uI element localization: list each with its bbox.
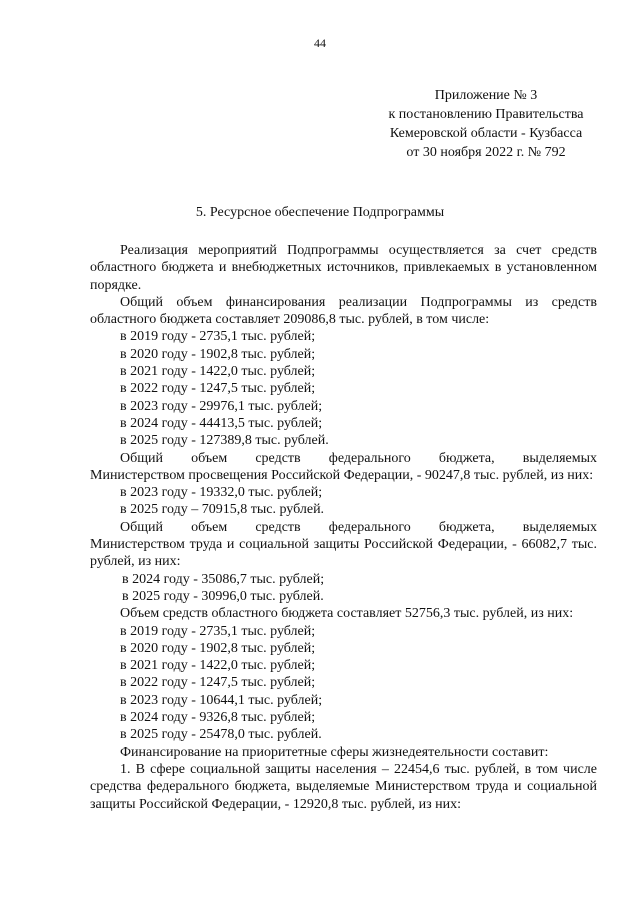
list-item: в 2021 году - 1422,0 тыс. рублей;	[120, 364, 316, 380]
list-item: в 2019 году - 2735,1 тыс. рублей;	[120, 329, 316, 345]
list-item: в 2024 году - 44413,5 тыс. рублей;	[120, 415, 323, 431]
paragraph: Общий объем финансирования реализации Подпрограммы из средств областного бюджета составляет 209086,8 тыс. рублей, в том числе:	[90, 294, 597, 328]
list-item: в 2025 году - 30996,0 тыс. рублей.	[122, 588, 324, 604]
list-item: в 2020 году - 1902,8 тыс. рублей;	[120, 640, 316, 656]
page-number: 44	[314, 36, 326, 50]
document-body	[90, 242, 597, 813]
list-item: в 2023 году - 10644,1 тыс. рублей;	[120, 692, 323, 708]
list-item: в 2024 году - 35086,7 тыс. рублей;	[122, 571, 325, 587]
list-item: в 2022 году - 1247,5 тыс. рублей;	[120, 381, 316, 397]
regional-by-year-list	[90, 623, 597, 744]
total-by-year-list	[90, 328, 597, 449]
section-title: 5. Ресурсное обеспечение Подпрограммы	[195, 205, 445, 220]
appendix-line: к постановлению Правительства	[388, 107, 584, 122]
paragraph: Объем средств областного бюджета составляет 52756,3 тыс. рублей, из них:	[120, 606, 574, 622]
list-item: в 2025 году – 70915,8 тыс. рублей.	[120, 502, 325, 518]
appendix-line: Приложение № 3	[434, 88, 538, 103]
appendix-header	[366, 86, 606, 162]
list-item: в 2019 году - 2735,1 тыс. рублей;	[120, 623, 316, 639]
paragraph: Общий объем средств федерального бюджета, выделяемых	[120, 519, 597, 535]
list-item: в 2024 году - 9326,8 тыс. рублей;	[120, 710, 316, 726]
appendix-line: от 30 ноября 2022 г. № 792	[406, 145, 566, 160]
appendix-line: Кемеровской области - Кузбасса	[389, 126, 583, 141]
list-item: в 2022 году - 1247,5 тыс. рублей;	[120, 675, 316, 691]
list-item: в 2025 году - 127389,8 тыс. рублей.	[120, 433, 329, 449]
labor-ministry-list	[90, 571, 597, 606]
list-item: в 2021 году - 1422,0 тыс. рублей;	[120, 658, 316, 674]
paragraph: Министерством просвещения Российской Федерации, - 90247,8 тыс. рублей, из них:	[90, 467, 594, 483]
paragraph: Общий объем средств федерального бюджета, выделяемых	[120, 450, 597, 466]
list-item: в 2023 году - 19332,0 тыс. рублей;	[120, 485, 323, 501]
paragraph: 1. В сфере социальной защиты населения – 22454,6 тыс. рублей, в том числе средства федерального бюджета, выделяемые Министерством труда и социальной защиты Российской Федерации, - 12920,8 тыс. рублей, из них:	[90, 761, 597, 812]
paragraph: Министерством труда и социальной защиты Российской Федерации, - 66082,7 тыс. рублей, из них:	[90, 537, 597, 570]
list-item: в 2023 году - 29976,1 тыс. рублей;	[120, 398, 323, 414]
paragraph: Реализация мероприятий Подпрограммы осуществляется за счет средств областного бюджета и внебюджетных источников, привлекаемых в установленном порядке.	[90, 243, 597, 293]
list-item: в 2020 году - 1902,8 тыс. рублей;	[120, 346, 316, 362]
education-ministry-list	[90, 484, 597, 519]
list-item: в 2025 году - 25478,0 тыс. рублей.	[120, 727, 322, 743]
paragraph: Финансирование на приоритетные сферы жизнедеятельности составит:	[120, 744, 549, 760]
